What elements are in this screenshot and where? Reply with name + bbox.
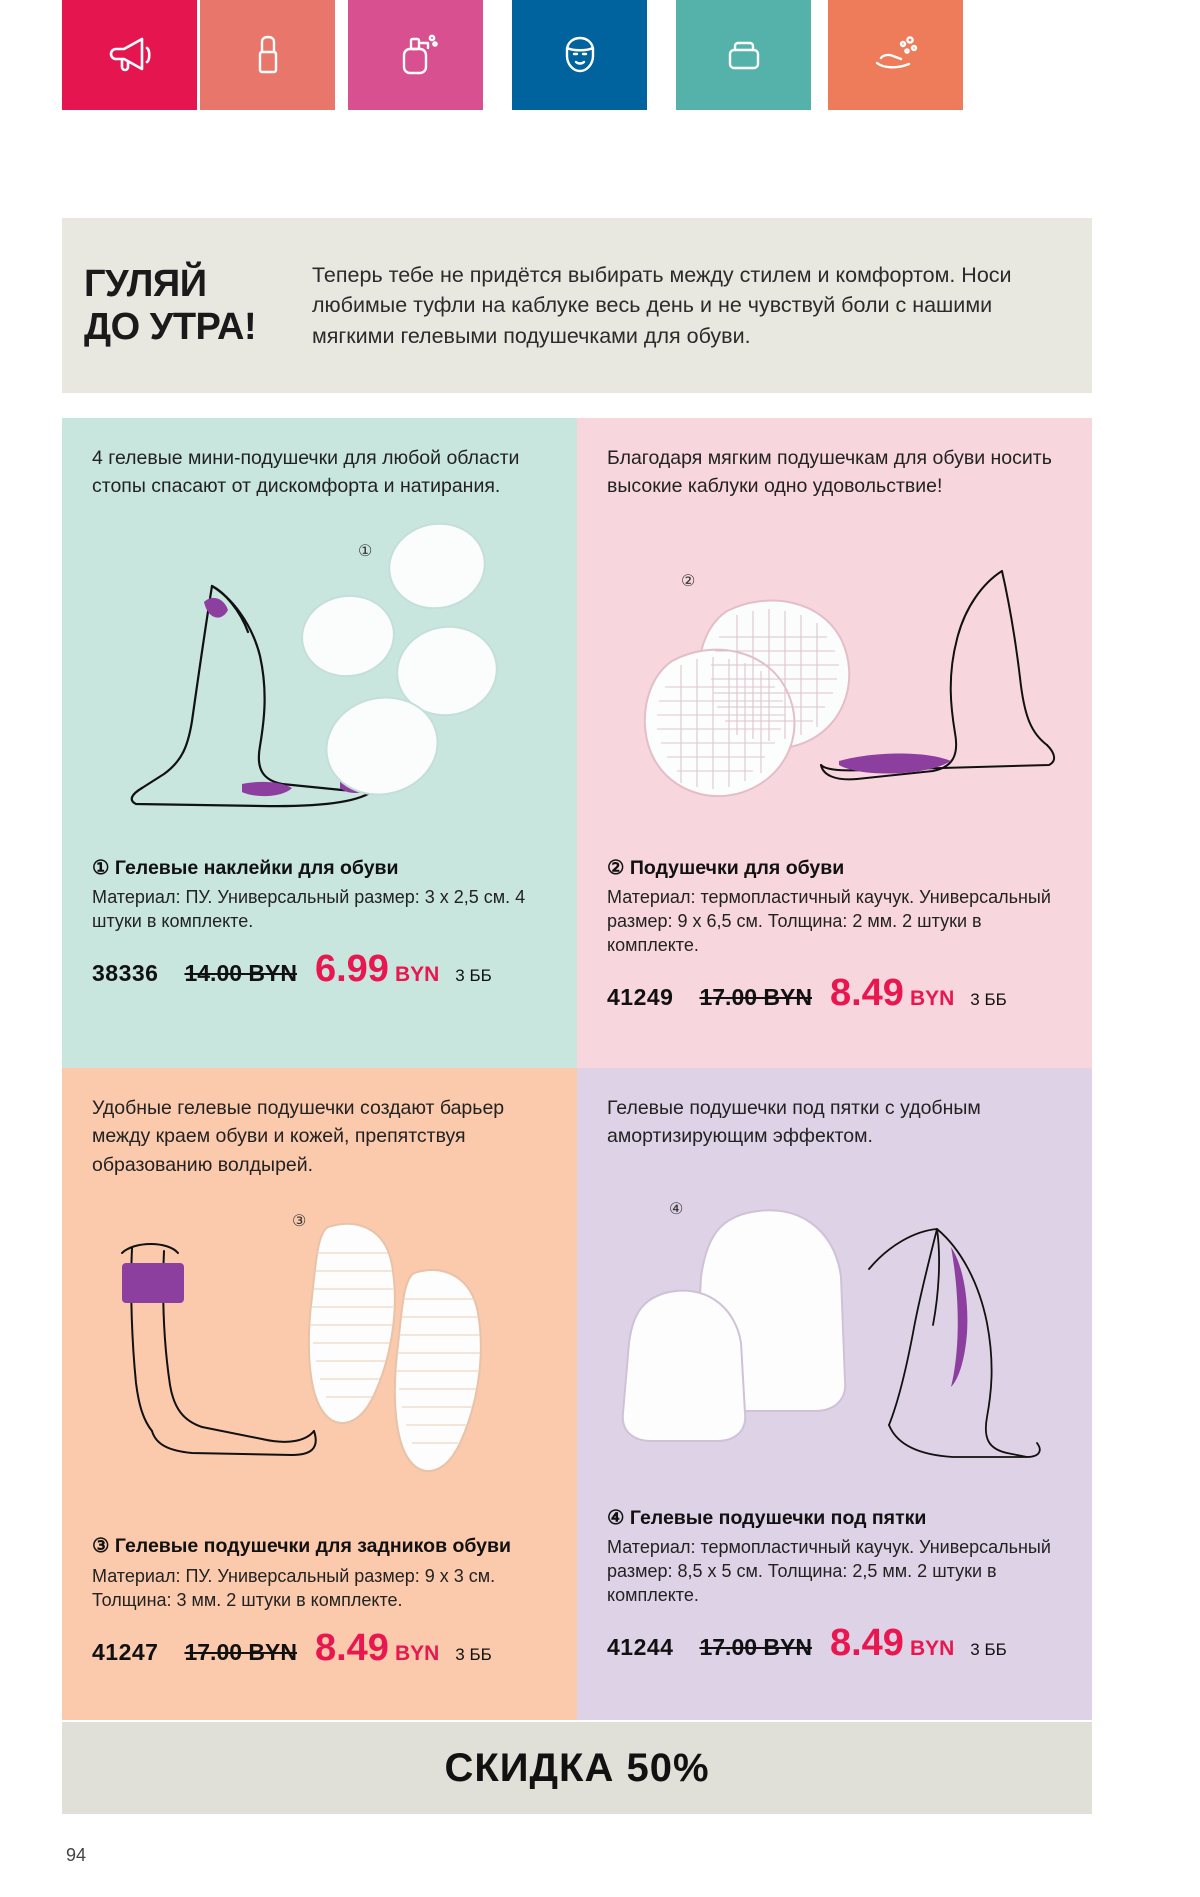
product-description: Материал: ПУ. Универсальный размер: 9 х 3 см. Толщина: 3 мм. 2 штуки в комплекте.	[92, 1565, 496, 1610]
perfume-icon	[391, 29, 441, 81]
product-row-2	[62, 1068, 1092, 1720]
product-title: ② Подушечки для обуви	[607, 856, 845, 879]
product-card-1[interactable]	[62, 418, 577, 1068]
category-lipstick[interactable]	[200, 0, 335, 110]
hand-care-icon	[869, 31, 923, 79]
bonus-points: 3 ББ	[970, 1640, 1007, 1660]
lipstick-icon	[246, 30, 290, 80]
old-price: 17.00 BYN	[184, 1638, 297, 1665]
old-price: 17.00 BYN	[699, 984, 812, 1011]
callout-marker-2: ②	[681, 572, 696, 590]
product-code: 41247	[92, 1638, 159, 1665]
category-bar	[0, 0, 1200, 110]
product-code: 41244	[607, 1634, 674, 1661]
product-grid	[62, 418, 1092, 1720]
product-row-1	[62, 418, 1092, 1068]
product-intro: Гелевые подушечки под пятки с удобным амортизирующим эффектом.	[607, 1097, 981, 1148]
new-price-currency: BYN	[394, 963, 440, 987]
megaphone-icon	[102, 31, 158, 79]
price-row	[92, 948, 547, 991]
callout-marker-1: ①	[358, 542, 373, 560]
product-code: 41249	[607, 984, 674, 1011]
bonus-points: 3 ББ	[970, 990, 1007, 1010]
callout-marker-3: ③	[292, 1212, 307, 1230]
page-number: 94	[66, 1845, 87, 1865]
product-card-4[interactable]	[577, 1068, 1092, 1720]
banner-title: ГУЛЯЙ ДО УТРА!	[84, 262, 257, 348]
old-price: 17.00 BYN	[699, 1634, 812, 1661]
new-price-currency: BYN	[394, 1641, 440, 1665]
category-hand-care[interactable]	[828, 0, 963, 110]
product-description: Материал: ПУ. Универсальный размер: 3 х 2,5 см. 4 штуки в комплекте.	[92, 887, 526, 932]
product-illustration-2	[607, 501, 1062, 856]
product-title: ③ Гелевые подушечки для задников обуви	[92, 1534, 512, 1557]
cream-jar-icon	[720, 31, 768, 79]
banner-text: Теперь тебе не придётся выбирать между стилем и комфортом. Носи любимые туфли на каблуке весь день и не чувствуй боли с нашими мягкими гелевыми подушечками для обуви.	[312, 262, 1012, 348]
product-intro: Удобные гелевые подушечки создают барьер между краем обуви и кожей, препятствуя образованию волдырей.	[92, 1097, 505, 1176]
new-price-currency: BYN	[909, 987, 955, 1011]
product-code: 38336	[92, 960, 159, 987]
man-face-icon	[555, 30, 605, 80]
product-intro: Благодаря мягким подушечкам для обуви носить высокие каблуки одно удовольствие!	[607, 447, 1052, 498]
product-description: Материал: термопластичный каучук. Универсальный размер: 9 х 6,5 см. Толщина: 2 мм. 2 штуки в комплекте.	[607, 887, 1051, 956]
price-row	[92, 1626, 547, 1669]
product-description: Материал: термопластичный каучук. Универсальный размер: 8,5 х 5 см. Толщина: 2,5 мм. 2 штуки в комплекте.	[607, 1537, 1051, 1606]
new-price-currency: BYN	[909, 1637, 955, 1661]
discount-banner	[62, 1722, 1092, 1814]
new-price: 8.49	[829, 1622, 904, 1665]
price-row	[607, 1622, 1062, 1665]
category-cream-jar[interactable]	[676, 0, 811, 110]
product-illustration-3	[92, 1179, 547, 1534]
product-illustration-1	[92, 501, 547, 856]
product-title: ① Гелевые наклейки для обуви	[92, 856, 399, 879]
category-man-face[interactable]	[512, 0, 647, 110]
new-price: 8.49	[829, 972, 904, 1015]
old-price: 14.00 BYN	[184, 960, 297, 987]
product-card-3[interactable]	[62, 1068, 577, 1720]
category-perfume[interactable]	[348, 0, 483, 110]
category-megaphone[interactable]	[62, 0, 197, 110]
header-banner	[62, 218, 1092, 393]
product-card-2[interactable]	[577, 418, 1092, 1068]
callout-marker-4: ④	[669, 1200, 684, 1218]
bonus-points: 3 ББ	[455, 1644, 492, 1664]
bonus-points: 3 ББ	[455, 966, 492, 986]
discount-label: СКИДКА 50%	[444, 1745, 710, 1790]
new-price: 8.49	[314, 1626, 389, 1669]
new-price: 6.99	[314, 948, 389, 991]
product-title: ④ Гелевые подушечки под пятки	[607, 1506, 927, 1529]
product-intro: 4 гелевые мини-подушечки для любой области стопы спасают от дискомфорта и натирания.	[92, 447, 520, 498]
price-row	[607, 972, 1062, 1015]
product-illustration-4	[607, 1151, 1062, 1506]
